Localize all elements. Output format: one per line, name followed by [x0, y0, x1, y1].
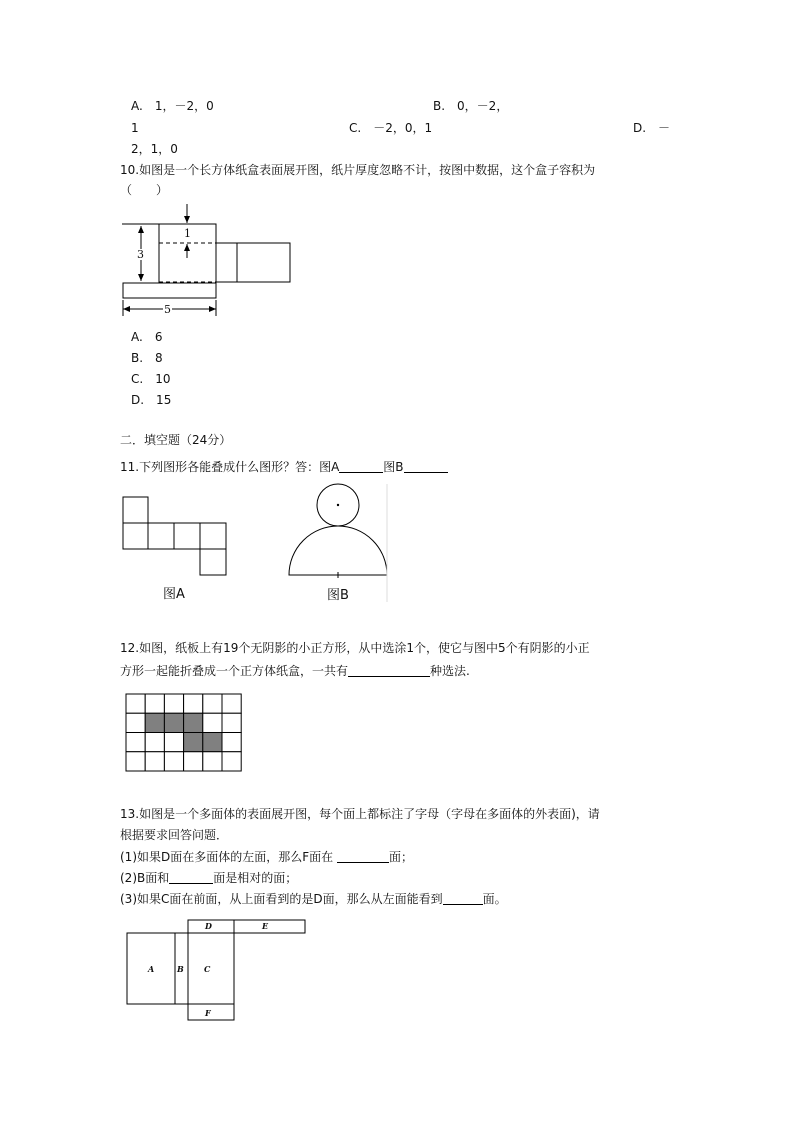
q11-figure-a-caption: 图A: [163, 587, 185, 602]
q13-part-3-end: 面。: [482, 892, 507, 906]
q9-option-d: D. －: [633, 121, 671, 135]
q9-option-c: C. －2，0，1: [349, 121, 433, 135]
q12-line-2-end: 种选法.: [430, 664, 470, 678]
q13-part-3-text: (3)如果C面在前面，从上面看到的是D面，那么从左面能看到: [120, 892, 443, 906]
q10-answer-parentheses: （ ）: [120, 183, 169, 197]
q13-face-b: B: [177, 964, 184, 974]
q10-label-left: 3: [137, 248, 144, 261]
q10-label-bottom: 5: [164, 303, 171, 316]
q10-option-c: C. 10: [131, 372, 171, 386]
q9-option-a: A. 1，－2，0: [131, 99, 214, 113]
q13-face-d: D: [205, 921, 212, 931]
q13-face-e: E: [262, 921, 269, 931]
q12-line-1: 12.如图，纸板上有19个无阴影的小正方形，从中选涂1个，使它与图中5个有阴影的小正: [120, 641, 590, 655]
q10-stem: 10.如图是一个长方体纸盒表面展开图，纸片厚度忽略不计，按图中数据，这个盒子容积为: [120, 163, 596, 177]
q11-figure-b-caption: 图B: [327, 588, 349, 603]
q13-face-f: F: [205, 1008, 211, 1018]
q13-line-1: 13.如图是一个多面体的表面展开图，每个面上都标注了字母（字母在多面体的外表面)，请: [120, 807, 600, 821]
q9-option-d-continued: 2，1，0: [131, 142, 178, 156]
q13-line-2: 根据要求回答问题．: [120, 828, 229, 842]
q13-part-1-end: 面；: [388, 850, 413, 864]
q9-option-b-continued: 1: [131, 121, 139, 135]
q11-figure-b-ref: 图B: [383, 460, 404, 474]
q13-part-2-text: (2)B面和: [120, 871, 170, 885]
q9-option-b: B. 0，－2，: [433, 99, 509, 113]
q13-face-a: A: [148, 964, 155, 974]
q13-face-c: C: [204, 964, 211, 974]
q11-stem-text: 11.下列图形各能叠成什么图形？答：图A: [120, 460, 340, 474]
q10-option-d: D. 15: [131, 393, 172, 407]
q12-line-2-text: 方形一起能折叠成一个正方体纸盒，一共有: [120, 664, 349, 678]
q13-part-2-end: 面是相对的面；: [213, 871, 298, 885]
q10-option-a: A. 6: [131, 330, 163, 344]
section-2-title: 二．填空题（24分）: [120, 433, 232, 447]
q13-part-1-text: (1)如果D面在多面体的左面，那么F面在: [120, 850, 334, 864]
q10-label-top: 1: [184, 227, 191, 240]
q10-option-b: B. 8: [131, 351, 163, 365]
